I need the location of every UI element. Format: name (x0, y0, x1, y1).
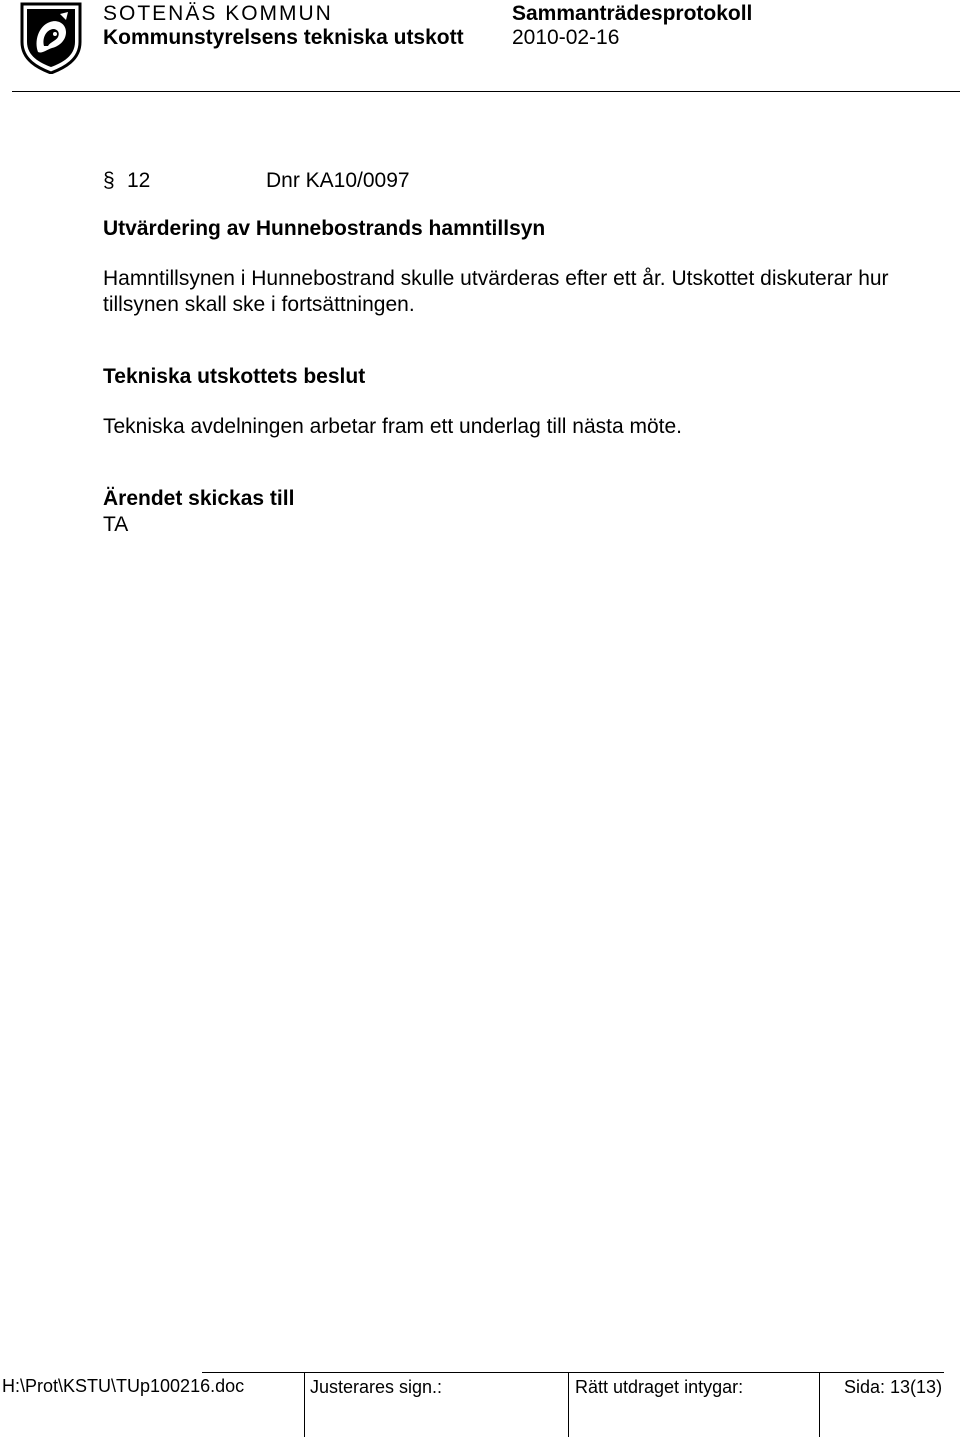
footer-separator (304, 1373, 305, 1437)
footer-file-path: H:\Prot\KSTU\TUp100216.doc (2, 1376, 245, 1396)
header-divider (12, 91, 960, 92)
footer-signature-table (202, 1372, 944, 1437)
item-body-text: Hamntillsynen i Hunnebostrand skulle utvärderas efter ett år. Utskottet diskuterar hur tillsynen skall ske i fortsättningen. (103, 267, 889, 316)
paragraph-sign: § (103, 169, 115, 192)
committee-name: Kommunstyrelsens tekniska utskott (103, 26, 464, 49)
footer-page-number: Sida: 13(13) (844, 1377, 943, 1397)
sent-to-recipient: TA (103, 513, 129, 536)
document-type: Sammanträdesprotokoll (512, 2, 753, 25)
diary-number: Dnr KA10/0097 (266, 169, 410, 192)
paragraph-number: 12 (127, 169, 151, 192)
municipality-name: SOTENÄS KOMMUN (103, 2, 333, 25)
footer-separator (568, 1373, 569, 1437)
municipal-coat-of-arms-icon (20, 2, 82, 74)
footer-separator (819, 1373, 820, 1437)
item-title: Utvärdering av Hunnebostrands hamntillsyn (103, 217, 546, 240)
meeting-date: 2010-02-16 (512, 26, 620, 49)
decision-heading: Tekniska utskottets beslut (103, 365, 366, 388)
footer-extract-certified: Rätt utdraget intygar: (575, 1377, 744, 1397)
sent-to-heading: Ärendet skickas till (103, 487, 295, 510)
decision-text: Tekniska avdelningen arbetar fram ett underlag till nästa möte. (103, 415, 682, 438)
footer-adjuster-sign: Justerares sign.: (310, 1377, 443, 1397)
